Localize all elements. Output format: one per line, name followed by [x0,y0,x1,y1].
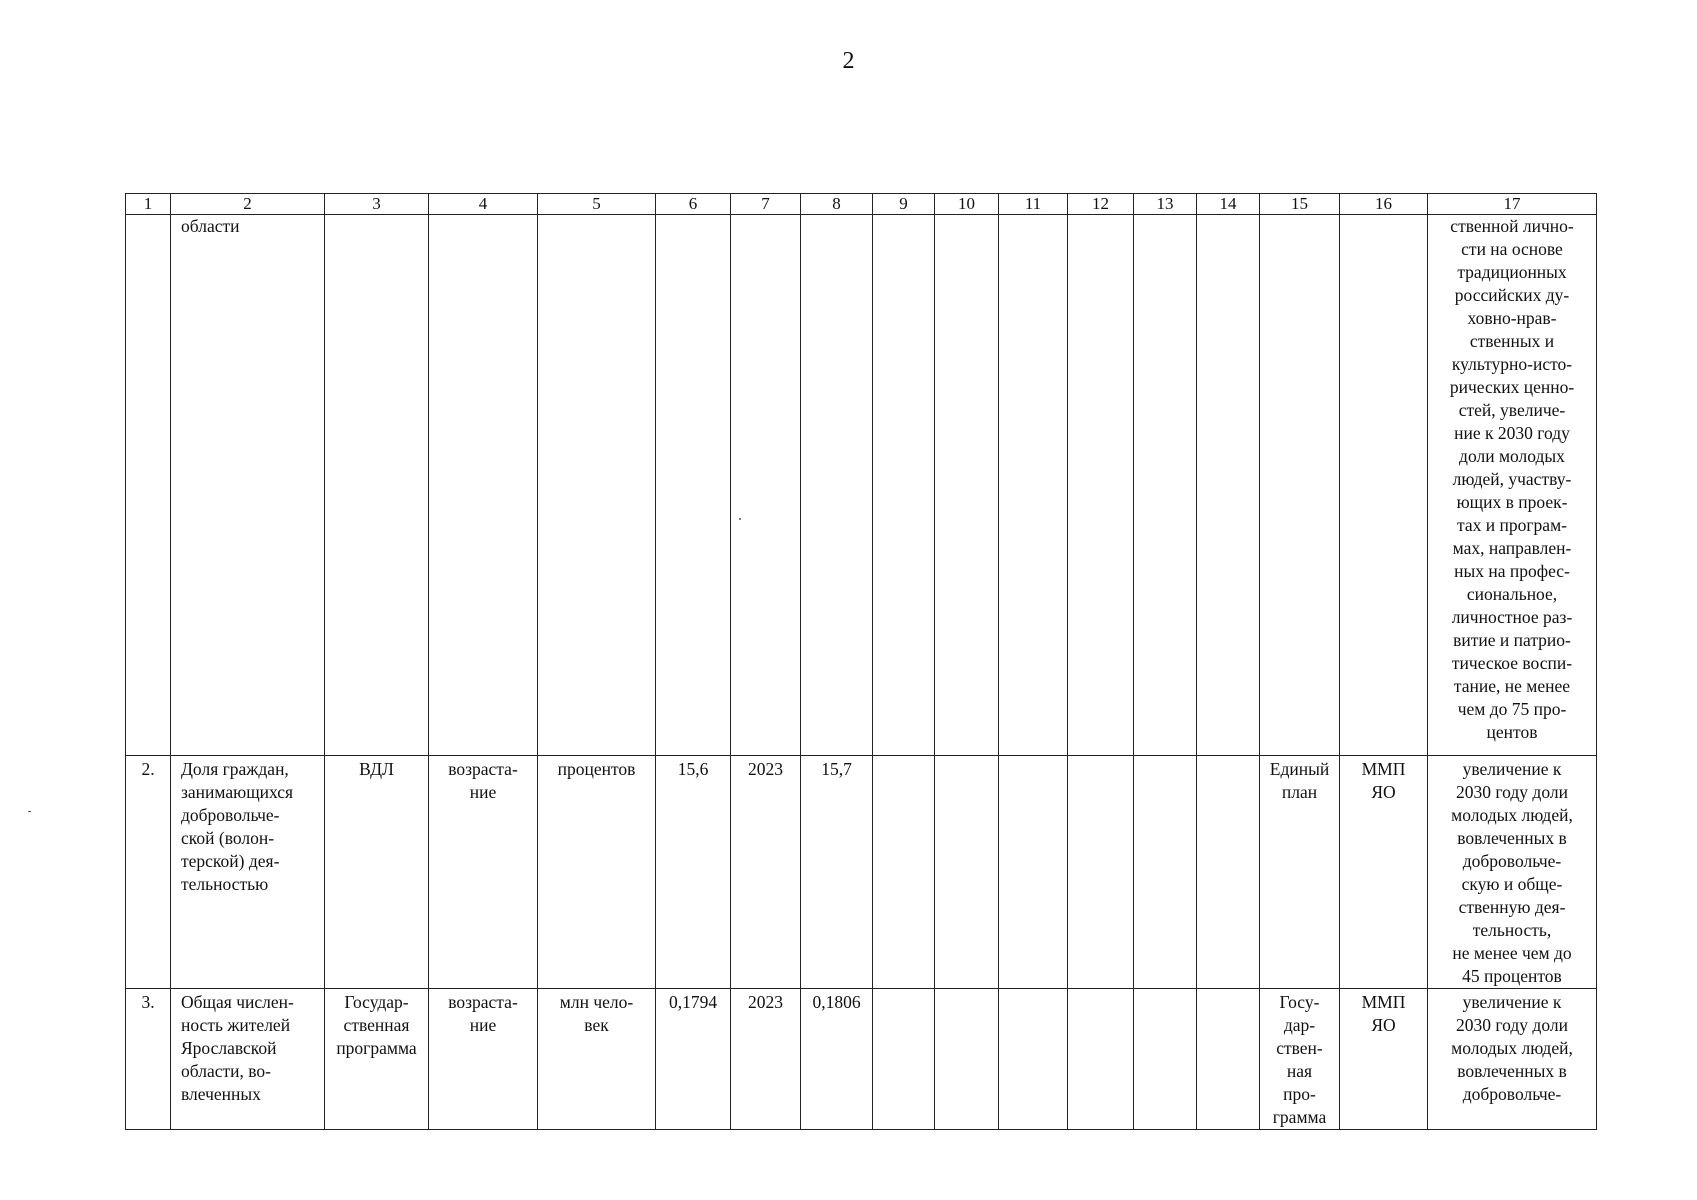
col-num-11: 11 [999,194,1068,215]
table-row [126,215,1597,756]
value-col-9 [873,756,935,989]
indicator-trend [429,215,538,756]
document-basis [1260,215,1340,756]
value-col-9 [873,989,935,1130]
col-num-17: 17 [1428,194,1597,215]
value-col-11 [999,989,1068,1130]
value-col-13 [1134,989,1197,1130]
value-col-10 [935,989,999,1130]
unit: млн чело- век [538,989,656,1130]
base-year [731,215,801,756]
value-col-8: 15,7 [801,756,873,989]
table-row [126,989,1597,1130]
indicator-name: Доля граждан, занимающихся добровольче- ской (волон- терской) дея- тельностью [171,756,325,989]
col-num-14: 14 [1197,194,1260,215]
responsible-body [1340,215,1428,756]
value-col-12 [1068,756,1134,989]
col-num-6: 6 [656,194,731,215]
value-col-12 [1068,989,1134,1130]
document-basis: Госу- дар- ствен- ная про- грамма [1260,989,1340,1130]
national-goal-link: увеличение к 2030 году доли молодых людей, вовлеченных в добровольче- [1428,989,1597,1130]
table-row [126,756,1597,989]
indicator-level: Государ- ственная программа [325,989,429,1130]
col-num-13: 13 [1134,194,1197,215]
base-value: 0,1794 [656,989,731,1130]
scan-speck [28,811,31,812]
indicator-trend: возраста- ние [429,756,538,989]
value-col-13 [1134,215,1197,756]
responsible-body: ММП ЯО [1340,756,1428,989]
value-col-10 [935,756,999,989]
responsible-body: ММП ЯО [1340,989,1428,1130]
value-col-12 [1068,215,1134,756]
base-year: 2023 [731,756,801,989]
value-col-13 [1134,756,1197,989]
indicator-level [325,215,429,756]
row-number [126,215,171,756]
value-col-14 [1197,989,1260,1130]
indicator-name: Общая числен- ность жителей Ярославской области, во- влеченных [171,989,325,1130]
value-col-11 [999,756,1068,989]
indicator-trend: возраста- ние [429,989,538,1130]
value-col-14 [1197,756,1260,989]
col-num-16: 16 [1340,194,1428,215]
value-col-11 [999,215,1068,756]
national-goal-link: увеличение к 2030 году доли молодых людей, вовлеченных в добровольче- скую и обще- ственную дея- тельность, не менее чем до 45 процентов [1428,756,1597,989]
document-basis: Единый план [1260,756,1340,989]
row-number: 2. [126,756,171,989]
value-col-9 [873,215,935,756]
col-num-9: 9 [873,194,935,215]
row-number: 3. [126,989,171,1130]
col-num-8: 8 [801,194,873,215]
national-goal-link: ственной лично- сти на основе традиционных российских ду- ховно-нрав- ственных и культурно-исто- рических ценно- стей, увеличе- ние к 2030 году доли молодых людей, участву- ющих в проек- тах и програм- мах, направлен- ных на профес- сиональное, личностное раз- витие и патрио- тическое воспи- тание, не менее чем до 75 про- центов [1428,215,1597,756]
col-num-2: 2 [171,194,325,215]
col-num-5: 5 [538,194,656,215]
indicator-level: ВДЛ [325,756,429,989]
col-num-4: 4 [429,194,538,215]
value-col-8 [801,215,873,756]
base-year: 2023 [731,989,801,1130]
col-num-3: 3 [325,194,429,215]
base-value [656,215,731,756]
col-num-10: 10 [935,194,999,215]
unit: процентов [538,756,656,989]
col-num-15: 15 [1260,194,1340,215]
indicators-table [125,193,1597,1130]
indicator-name: области [171,215,325,756]
unit [538,215,656,756]
value-col-14 [1197,215,1260,756]
col-num-1: 1 [126,194,171,215]
column-number-row [126,194,1597,215]
base-value: 15,6 [656,756,731,989]
page-number: 2 [842,48,855,74]
value-col-10 [935,215,999,756]
scan-speck [739,518,741,520]
col-num-12: 12 [1068,194,1134,215]
col-num-7: 7 [731,194,801,215]
value-col-8: 0,1806 [801,989,873,1130]
